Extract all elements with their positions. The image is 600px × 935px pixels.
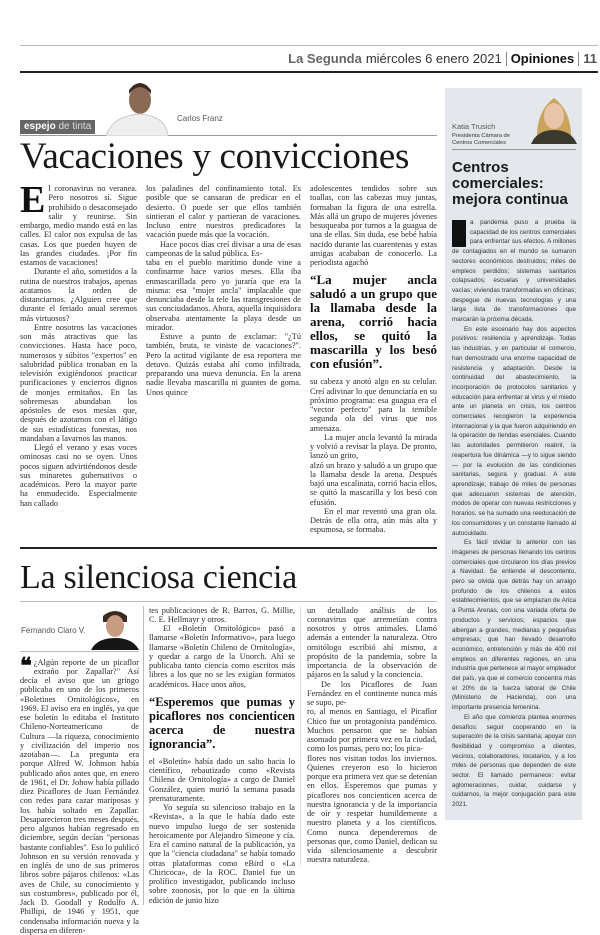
article2	[20, 547, 437, 935]
paragraph: Llegó el verano y esas voces ominosas casi no se oyen. Unos pocos siguen advirtiéndonos desde sus minaretes gubernativos o académicos. Pero la mayor parte ha enmudecido. Especialmente han callado	[20, 443, 137, 508]
article-col3	[310, 184, 437, 535]
paragraph: a pandemia puso a prueba la capacidad de los centros comerciales para enfrentar sus efectos. A millones de contagiados en el mundo se sumaron sectores económicos destruidos; miles de empleos perdidos; sistemas sanitarios colapsados; escuelas y universidades vacías; viviendas transformadas en oficinas; despegue de nuevas tecnologías y una larga lista de transformaciones que marcarán la próxima década.	[452, 218, 576, 325]
paragraph: ro, al menos en Santiago, el Picaflor Chico fue un protagonista pandémico. Muchos pensaron que se habían asomado por primera vez en la ciudad, como los pumas, pero no; los pica-	[307, 707, 437, 753]
paragraph: alzó un brazo y saludó a un grupo que la llamaba desde la arena. Después bajó una escalinata, corrió hacia ellos, se quitó la mascarilla y los besó con efusión.	[310, 461, 437, 507]
paragraph: tes publicaciones de R. Barros, G. Millie, C. E. Hellmayr y otros.	[149, 606, 295, 625]
article-columns	[20, 184, 437, 535]
paragraph: En el mar reventó una gran ola. Detrás de ella otra, aún más alta y espumosa, se formaba.	[310, 507, 437, 535]
sidebar-panel	[445, 88, 582, 820]
article2-byline	[20, 606, 139, 652]
header-thick-rule	[20, 71, 598, 73]
quote-mark-icon: ❝	[20, 658, 32, 674]
paragraph: l coronavirus no veranea. Pero nosotros sí. Sigue prohibido o desaconsejado salir y reunirse. Sin embargo, medio mando está en las calles. El calor nos expulsa de las casas. Los que pueden huyen de las grandes ciudades. ¡Por fin estamos de vacaciones!	[20, 184, 137, 267]
paragraph: El «Boletín Ornitológico» pasó a llamarse «Boletín Informativo», para luego llamarse «Boletín Chileno de Ornitología», y quedar a cargo de la Unorch. Ahí se publicaba tanto ciencia como escritos más libres a los que no se les exigían formatos académicos. Hace unos años,	[149, 624, 295, 689]
paragraph: Estuve a punto de exclamar: "¿Tú también, bruta, te viniste de vacaciones?". Pero la actitud vigilante de esa reportera me detuvo. Quizás estaba ahí como infiltrada, preparando una nueva denuncia. En la arena nadie llevaba mascarilla ni guantes de goma. Unos quince	[146, 332, 301, 397]
tag-bold: espejo	[24, 121, 56, 132]
article2-columns	[20, 606, 437, 935]
sidebar-header	[452, 96, 576, 150]
paragraph: Hace pocos días creí divisar a una de esas campeonas de la salud pública. Es-	[146, 240, 301, 259]
paragraph: el «Boletín» había dado un salto hacia lo científico, rebautizado como «Revista Chilena de Ornitología» a cargo de Daniel González, quien murió la semana pasada prematuramente.	[149, 757, 295, 803]
sidebar-body	[452, 218, 576, 810]
paragraph: El año que comienza plantea enormes desafíos: seguir cooperando en la superación de la crisis sanitaria; apoyar con flexibilidad y compromiso a clientes, vecinos, colaboradores, locatarios, y a los miles de personas que dependen de este sector. El llamado permanece: evitar aglomeraciones, cuidar, cuidarse y cuidarnos, la mejor conjugación para este 2021.	[452, 713, 576, 810]
article2-col1-text	[20, 658, 139, 935]
col1-text	[20, 184, 137, 508]
article2-headline: La silenciosa ciencia	[20, 559, 437, 597]
article2-header	[20, 559, 437, 602]
paragraph: un detallado análisis de los coronavirus que arremetían contra nosotros y otros animales. Llamó además a entender la naturaleza. Otro ornitólogo escribió ahí mismo, a propósito de la pandemia, sobre la importancia de la observación de pájaros en la salud y la conciencia.	[307, 606, 437, 680]
column-tag	[20, 120, 95, 134]
sidebar-author-name: Katia Trusich	[452, 122, 520, 132]
tag-light: de tinta	[58, 121, 91, 132]
paragraph: En este escenario hay dos aspectos positivos: resiliencia y aprendizaje. Todas las industrias, y en particular el comercio, han demostrado una enorme capacidad de resistencia y adaptación. Desde la continuidad del abastecimiento, la incorporación de protocolos sanitarios y educación para enfrentar al virus y el miedo ante un planeta en crisis, los centros comerciales recogieron la experiencia internacional y la que fueron adquiriendo en la operación de tiendas esenciales. Cuando las autoridades permitieron reabrir, la reapertura fue dinámica —y lo sigue siendo— por la evolución de las condiciones sanitarias, segura y gradual. A este aprendizaje, trabajo de miles de personas que adecuaron sistemas de atención, modos de operar con nuevas restricciones y horarios, se ha sumado una reeducación de los consumidores y un constante llamado al autocuidado.	[452, 325, 576, 538]
pull-quote: “La mujer ancla saludó a un grupo que la llamaba desde la arena, corrió hacia ellos, se quitó la mascarilla y los besó con efusión”.	[310, 273, 437, 371]
paragraph: taba en el pueblo marítimo donde vine a confinarme hace varios meses. Ella iba enmascarillada pero yo juraría que era la misma: esa "mujer ancla" implacable que denunciaba desde la tele las transgresiones de sus conciudadanos. Ahora, aquella inquisidora observaba atentamente la playa desde un mirador.	[146, 258, 301, 332]
author-photo-carlos-franz	[100, 78, 168, 136]
paragraph: ¿Algún reporte de un picaflor extraño por Zapallar?" Así decía el aviso que un gringo publicaba en uno de los primeros «Boletines Ornitológicos», en 1969. El aviso era en inglés, ya que ese boletín lo editaba el Instituto Chileno-Norteamericano de Cultura —la riqueza, conocimiento y civilización del imperio nos azotaban—. La pregunta era porque Alfred W. Johnson había publicado años antes que, en enero de 1961, el Dr. Johow había pillado diez Picaflores de Juan Fernández con redes para cazar mariposas y los había soltado en Zapallar. Desaparecieron tres meses después, pero algunos habían regresado en diciembre, según decían "personas bastante confiables". Eso lo publicó Johnson en su versión renovada y en inglés de uno de sus primeros libros sobre pájaros chilenos: «Las aves de Chile, su conocimiento y sus costumbres», publicado por él, Jack D. Goodall y Rodulfo A. Phillipi, de 1946 y 1951, que condensaba información nueva y la dispersa en diferen-	[20, 658, 139, 935]
paragraph: los paladines del confinamiento total. Es posible que se cansaran de predicar en el desierto. O puede ser que ellos también sintieran el calor y partieran de vacaciones. Incluso entre nuestros predicadores la vacación puede más que la vocación.	[146, 184, 301, 240]
paragraph: La mujer ancla levantó la mirada y volvió a revisar la playa. De pronto, lanzó un grito,	[310, 433, 437, 461]
main-content	[20, 78, 437, 935]
paragraph: Durante el año, sometidos a la rutina de nuestros trabajos, apenas acatamos la orden de distanciarnos. ¿Alguien cree que durante el feriado anual seremos más virtuosos?	[20, 267, 137, 323]
article-headline: Vacaciones y convicciones	[20, 136, 437, 178]
article2-col1	[20, 606, 143, 935]
paragraph: De los Picaflores de Juan Fernández en el continente nunca más se supo, pe-	[307, 680, 437, 708]
article-col1	[20, 184, 137, 508]
author-name: Carlos Franz	[177, 114, 223, 124]
newspaper-name: La Segunda	[288, 51, 362, 66]
section-name: Opiniones	[511, 51, 575, 66]
paragraph: su cabeza y anotó algo en su celular. Creí adivinar lo que denunciaría en su próximo programa: esa guagua era el "vector perfecto" para la temible segunda ola del virus que nos amenaza.	[310, 377, 437, 433]
sidebar-headline: Centros comerciales: mejora continua	[452, 160, 576, 208]
drop-cap: E	[20, 185, 45, 215]
drop-cap-block	[452, 220, 466, 247]
article2-col2	[143, 606, 300, 905]
paragraph: flores nos visitan todos los inviernos. Quienes creyeron eso lo hicieron porque era primera vez que se detenían en ellos. Esperemos que pumas y picaflores nos concienticen acerca de nuestra ignorancia y de la importancia de oír y respetar humildemente a nuestro planeta y a los científicos. Como nunca dependeremos de personas que, como Daniel, dedican su vida silenciosamente a descubrir nuestra naturaleza.	[307, 754, 437, 865]
column-header	[20, 78, 437, 136]
header-divider	[578, 52, 579, 66]
article2-col3	[300, 606, 437, 865]
issue-date: miércoles 6 enero 2021	[366, 51, 502, 66]
author-photo-katia-trusich	[527, 92, 581, 144]
paragraph: Es fácil olvidar lo anterior con las imágenes de personas llenando los centros comerciales que circularon los días previos a Navidad. Se entiende el descontento, pero se olvida que detrás hay un arraigo profundo de los chilenos a estos establecimientos, que se emplazan de Arica a Punta Arenas, con una variada oferta de productos y servicios; espacios que albergan a grandes, medianas y pequeñas empresas; que han llevado desarrollo económico, entretención y más de 400 mil empleos en diferentes regiones, en una industria que pertenece al mayor empleador del país, ya que el comercio concentra más el 20% de la fuerza laboral de Chile (Ministerio de Hacienda), con una importante presencia femenina.	[452, 538, 576, 713]
sidebar-author-role: Presidenta Cámara de Centros Comerciales	[452, 133, 520, 146]
page-header	[288, 51, 597, 66]
article2-author: Fernando Claro V.	[21, 626, 86, 636]
top-thin-rule	[20, 45, 598, 46]
paragraph: Yo seguía su silencioso trabajo en la «Revista», a la que le había dado este nuevo impulso luego de ser sostenida heroicamente por Alejandro Simeone y cía. Era el camino natural de la publicación, ya que la "ciencia ciudadana" se había tomado otras plataformas como eBird o «La Chiricoca», de la ROC. Daniel fue un prolífico investigador, publicando incluso sobre zoonosis, por lo que en la última edición de junio hizo	[149, 803, 295, 905]
page-number: 11	[583, 51, 597, 66]
paragraph: adolescentes tendidos sobre sus toallas, con las cabezas muy juntas, formaban la figura de una estrella. Más allá un grupo de mujeres jóvenes besuqueaba por turnos a la guagua de una de ellas. Sin duda, ese bebé había nacido durante las cuarentenas y estas amigas acababan de conocerlo. La periodista agachó	[310, 184, 437, 267]
article-col2	[146, 184, 301, 397]
header-divider	[506, 52, 507, 66]
article2-pull-quote: “Esperemos que pumas y picaflores nos concienticen acerca de nuestra ignorancia”.	[149, 695, 295, 751]
paragraph: Entre nosotros las vacaciones son más atractivas que las convicciones. Hasta hace poco, numerosos y súbitos "expertos" en salubridad pública tronaban en la televisión exigiéndonos practicar purificaciones y encierros dignos de monjes ermitaños. En las sobremesas abundaban los apóstoles de esos mesías que, después de azotarnos con el látigo de sus estadísticas funestas, nos mandaban a lavarnos las manos.	[20, 323, 137, 443]
author-photo-fernando-claro	[91, 608, 139, 650]
